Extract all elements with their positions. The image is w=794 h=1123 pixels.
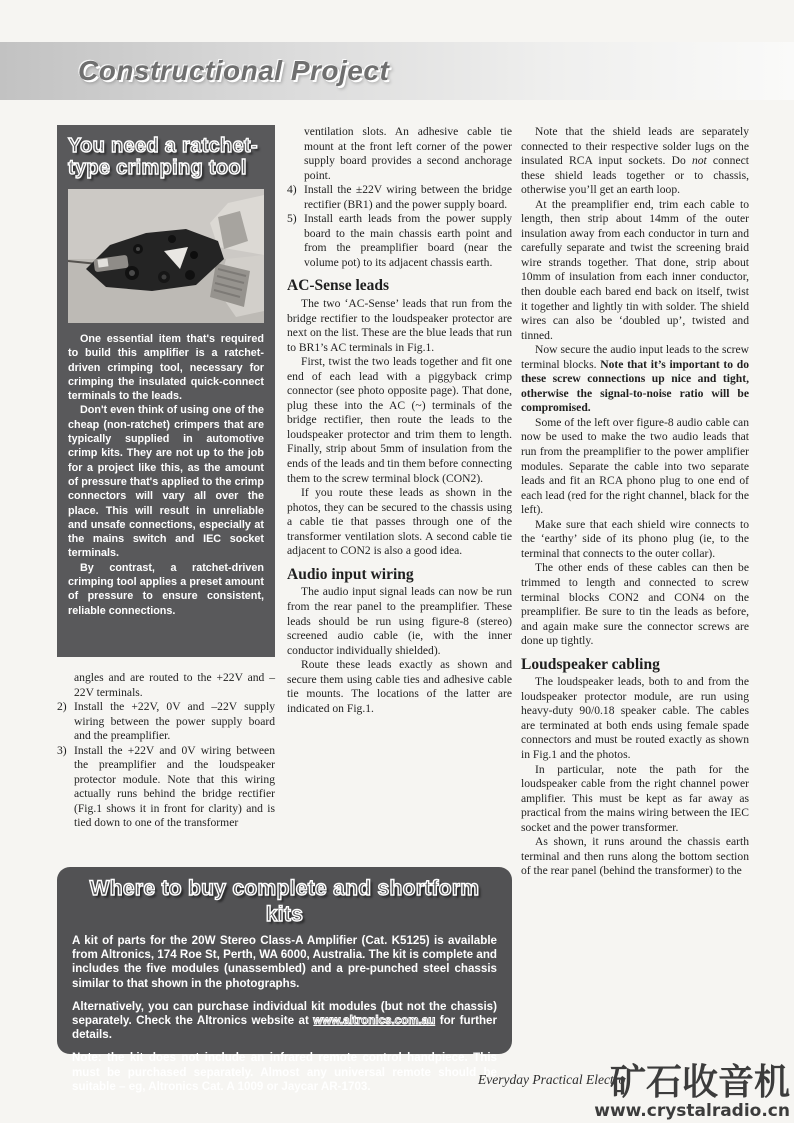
- right-column-text: [521, 125, 749, 879]
- paragraph-text: for further details.: [72, 1014, 497, 1042]
- list-item: [287, 183, 512, 212]
- paragraph-text: connect these shield leads together or to chassis, otherwise you’ll get an earth loop.: [521, 154, 749, 197]
- paragraph: One essential item that's required to build this amplifier is a ratchet-driven crimping tool, necessary for crimping the insulated quick-connect terminals to the leads.: [68, 333, 264, 403]
- watermark-name: 矿石收音机: [609, 1062, 790, 1103]
- paragraph: At the preamplifier end, trim each cable to length, then strip about 14mm of the outer insulation away from each conductor in turn and carefully separate and twist the screening braid wire strands together. That done, strip about 10mm of insulation from each inner conductor, then double each bared end back on itself, twist it together and lightly tin with solder. The shield wires can also be ‘doubled up’, twisted and tinned.: [521, 197, 749, 342]
- crimp-tool-sidebar-box: [57, 125, 275, 657]
- paragraph: Route these leads exactly as shown and secure them using cable ties and adhesive cable tie mounts. The locations of the latter are indicated on Fig.1.: [287, 658, 512, 715]
- paragraph: A kit of parts for the 20W Stereo Class-A Amplifier (Cat. K5125) is available from Altronics, 174 Roe St, Perth, WA 6000, Australia. The kit is complete and includes the five modules (unassembled) and a pre-punched steel chassis similar to that shown in the photographs.: [72, 934, 497, 990]
- paragraph: Note: the kit does not include an infrared remote control handpiece. This must be purchased separately. Almost any universal remote should be suitable – eg, Altronics Cat. A 1009 or Jaycar AR-1703.: [72, 1051, 497, 1093]
- altronics-website-url: www.altronics.com.au: [313, 1014, 436, 1028]
- paragraph: As shown, it runs around the chassis earth terminal and then runs along the bottom section of the rear panel (behind the transformer) to the: [521, 835, 749, 878]
- paragraph: The audio input signal leads can now be run from the rear panel to the preamplifier. These leads should be run using figure-8 (stereo) screened audio cable (ie, with the inner conductor individually shielded).: [287, 585, 512, 657]
- paragraph: The other ends of these cables can then be trimmed to length and connected to screw terminal blocks CON2 and CON4 on the preamplifier. Be sure to tin the leads as before, and again make sure the connector screws are done up tightly.: [521, 561, 749, 648]
- list-item-text: Install the +22V and 0V wiring between the preamplifier and the loudspeaker protector module. Note that this wiring actually runs behind the bridge rectifier (Fig.1 shows it in front for clarity) and is tied down to one of the transformer: [74, 743, 275, 830]
- paragraph-text: Now secure the audio input leads to the screw terminal blocks.: [521, 343, 749, 371]
- paragraph: The two ‘AC-Sense’ leads that run from the bridge rectifier to the loudspeaker protector are next on the list. These are the blue leads that run to BR1’s AC terminals in Fig.1.: [287, 297, 512, 354]
- paragraph: [521, 343, 749, 416]
- left-column-text: [57, 671, 275, 831]
- list-number: 4): [287, 183, 297, 197]
- section-heading-ac-sense-leads: AC-Sense leads: [287, 277, 390, 295]
- journal-name: Everyday Practical Electro: [478, 1072, 626, 1087]
- paragraph: In particular, note the path for the loudspeaker cable from the right channel power amplifier. This must be kept as far away as practical from the mains wiring between the IEC socket and the power transformer.: [521, 762, 749, 834]
- paragraph: [521, 125, 749, 198]
- list-number: 2): [57, 700, 67, 714]
- list-number: 5): [287, 212, 297, 226]
- section-heading-audio-input-wiring: Audio input wiring: [287, 565, 414, 583]
- paragraph: Make sure that each shield wire connects to the ‘earthy’ side of its phono plug (ie, to the terminal that connects to the outer collar).: [521, 517, 749, 560]
- italic-emphasis: not: [691, 154, 707, 168]
- crimp-box-text: [68, 332, 264, 618]
- section-heading-loudspeaker-cabling: Loudspeaker cabling: [521, 655, 660, 673]
- where-to-buy-kits-box: [57, 867, 512, 1093]
- paragraph: If you route these leads as shown in the photos, they can be secured to the chassis using a cable tie that passes through one of the transformer ventilation slots. A second cable tie adjacent to CON2 is also a good idea.: [287, 486, 512, 558]
- paragraph-text: Note that the shield leads are separately connected to their respective solder lugs on the insulated RCA input sockets. Do: [521, 125, 749, 168]
- paragraph: [72, 1000, 497, 1043]
- header-band: [0, 42, 794, 100]
- list-item-text: Install the +22V, 0V and –22V supply wiring between the power supply board and the preamplifier.: [74, 700, 275, 743]
- bold-note: Note that it’s important to do these screw connections up nice and tight, otherwise the signal-to-noise ratio will be compromised.: [521, 357, 749, 415]
- watermark: [594, 1064, 790, 1121]
- paragraph: Don't even think of using one of the cheap (non-ratchet) crimpers that are typically supplied in automotive crimp kits. They are not up to the job for a project like this, as the amount of pressure that's applied to the crimp connectors will vary all over the place. This will result in unreliable and unsafe connections, especially at the mains switch and IEC socket terminals.: [68, 404, 264, 560]
- paragraph: First, twist the two leads together and fit one end of each lead with a piggyback crimp connector (see photo opposite page). That done, plug these into the AC (~) terminals of the bridge rectifier, then route the leads to the loudspeaker protector and trim them to length. Finally, strip about 5mm of insulation from the ends of the leads and tin them before connecting them to the screw terminal block (CON2).: [287, 355, 512, 485]
- watermark-url: www.crystalradio.cn: [594, 1101, 790, 1121]
- page-title: Constructional Project: [78, 55, 390, 86]
- list-item: [287, 212, 512, 270]
- middle-column-text: [287, 125, 512, 716]
- list-item-text: Install earth leads from the power supply board to the main chassis earth point and from the preamplifier board (near the volume pot) to its adjacent chassis earth.: [304, 212, 512, 269]
- list-number: 3): [57, 743, 67, 757]
- paragraph-text: Alternatively, you can purchase individual kit modules (but not the chassis) separately. Check the Altronics website at: [72, 999, 497, 1028]
- crimp-box-title: You need a ratchet-type crimping tool: [68, 135, 258, 179]
- paragraph: Some of the left over figure-8 audio cable can now be used to make the two audio leads that run from the preamplifier to the power amplifier modules. Separate the cable into two separate leads and fit an RCA phono plug to one end of each lead (red for the right channel, black for the left).: [521, 415, 749, 517]
- list-item: [57, 700, 275, 744]
- crimping-tool-photo: [68, 189, 264, 323]
- list-item-continuation: angles and are routed to the +22V and –22V terminals.: [74, 671, 275, 699]
- list-item: [57, 744, 275, 831]
- list-item-continuation: ventilation slots. An adhesive cable tie mount at the front left corner of the power supply board provides a second anchorage point.: [304, 125, 512, 182]
- paragraph: The loudspeaker leads, both to and from the loudspeaker protector module, are run using heavy-duty 90/0.18 speaker cable. The cables are terminated at both ends using female spade connectors and must be routed exactly as shown in Fig.1 and the photos.: [521, 675, 749, 761]
- kits-box-title: Where to buy complete and shortform kits: [89, 877, 480, 926]
- paragraph: By contrast, a ratchet-driven crimping tool applies a preset amount of pressure to ensure consistent, reliable connections.: [68, 561, 264, 617]
- list-item-text: Install the ±22V wiring between the bridge rectifier (BR1) and the power supply board.: [304, 183, 512, 211]
